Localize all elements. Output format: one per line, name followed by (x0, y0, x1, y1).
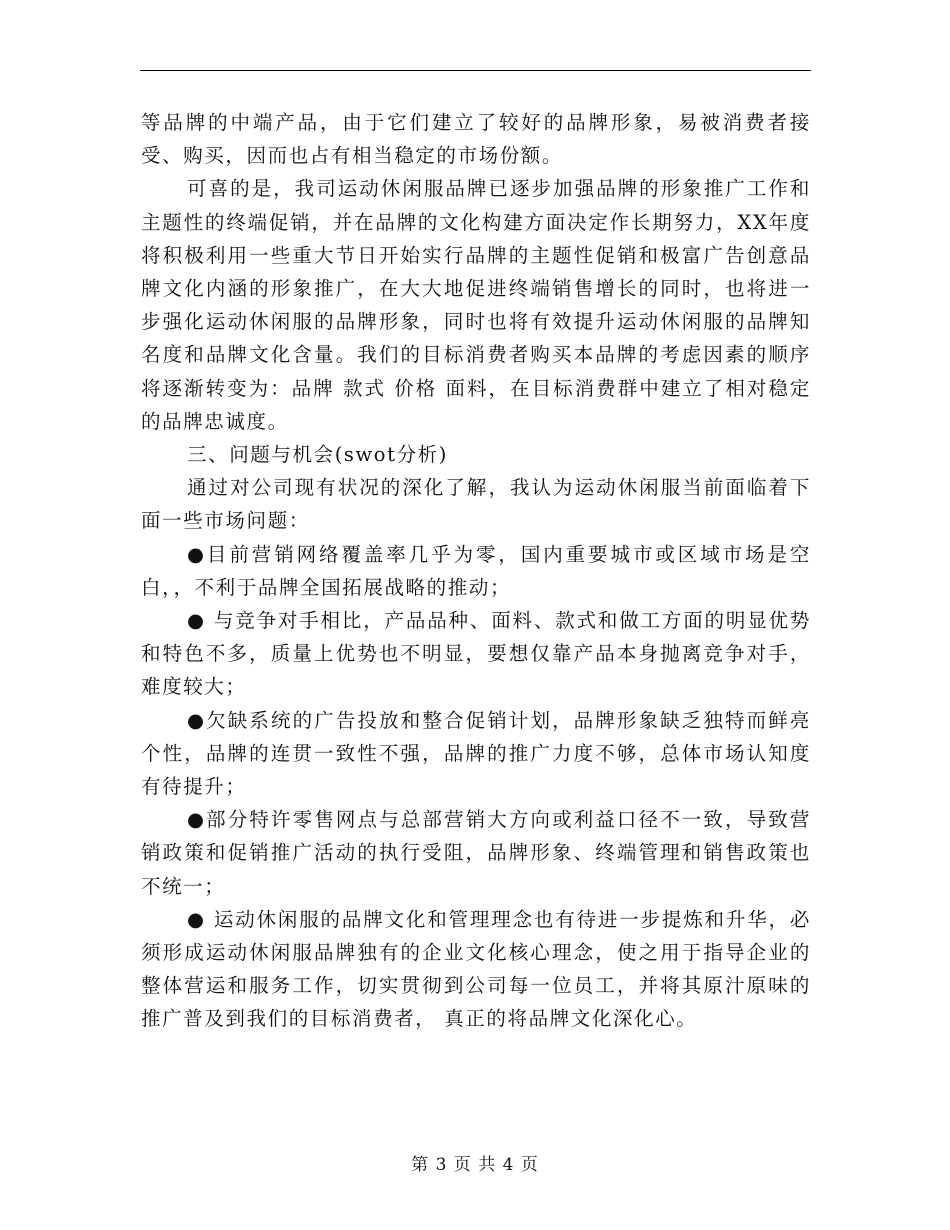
document-body (141, 106, 811, 1036)
page-number-footer: 第 3 页 共 4 页 (411, 1155, 539, 1175)
bullet-item: ●欠缺系统的广告投放和整合促销计划，品牌形象缺乏独特而鲜亮个性，品牌的连贯一致性不强，品牌的推广力度不够，总体市场认知度有待提升； (141, 708, 811, 799)
bullet-item: ●部分特许零售网点与总部营销大方向或利益口径不一致，导致营销政策和促销推广活动的执行受阻，品牌形象、终端管理和销售政策也不统一； (141, 808, 811, 898)
bullet-item: ● 运动休闲服的品牌文化和管理理念也有待进一步提炼和升华，必须形成运动休闲服品牌独有的企业文化核心理念，使之用于指导企业的整体营运和服务工作，切实贯彻到公司每一位员工，并将其原汁原味的推广普及到我们的目标消费者， 真正的将品牌文化深化心。 (141, 907, 811, 1031)
paragraph: 可喜的是，我司运动休闲服品牌已逐步加强品牌的形象推广工作和主题性的终端促销，并在品牌的文化构建方面决定作长期努力，XX年度将积极利用一些重大节日开始实行品牌的主题性促销和极富广告创意品牌文化内涵的形象推广，在大大地促进终端销售增长的同时，也将进一步强化运动休闲服的品牌形象，同时也将有效提升运动休闲服的品牌知名度和品牌文化含量。我们的目标消费者购买本品牌的考虑因素的顺序将逐渐转变为：品牌 款式 价格 面料，在目标消费群中建立了相对稳定的品牌忠诚度。 (141, 177, 811, 433)
bullet-item: ● 与竞争对手相比，产品品种、面料、款式和做工方面的明显优势和特色不多，质量上优势也不明显，要想仅靠产品本身抛离竞争对手，难度较大； (141, 609, 811, 699)
paragraph: 等品牌的中端产品，由于它们建立了较好的品牌形象，易被消费者接受、购买，因而也占有相当稳定的市场份额。 (141, 111, 811, 168)
bullet-item: ●目前营销网络覆盖率几乎为零，国内重要城市或区域市场是空白，，不利于品牌全国拓展战略的推动； (141, 542, 811, 599)
header-rule (140, 70, 811, 71)
paragraph: 通过对公司现有状况的深化了解，我认为运动休闲服当前面临着下面一些市场问题： (141, 476, 811, 533)
section-heading: 三、问题与机会(swot分析) (187, 443, 448, 467)
